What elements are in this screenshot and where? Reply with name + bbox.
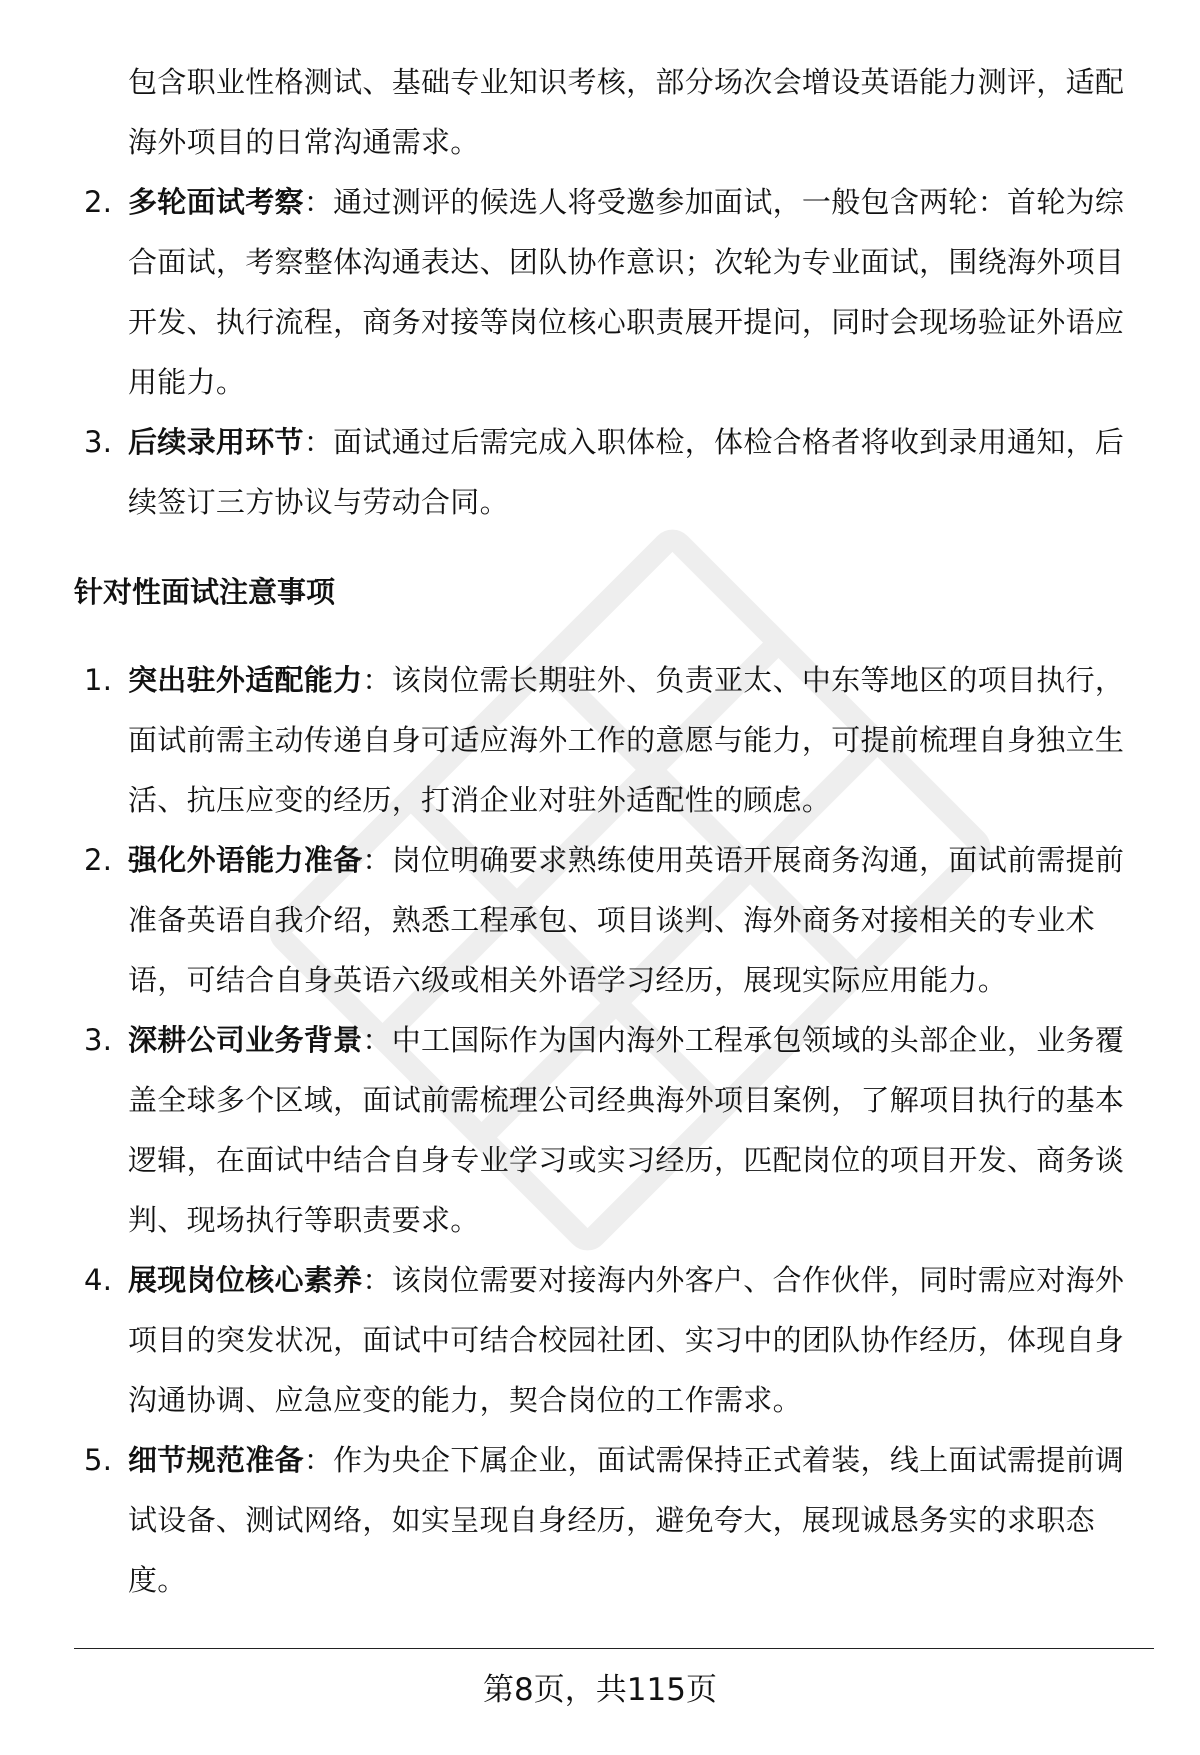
item-text: ：该岗位需长期驻外、负责亚太、中东等地区的项目执行，面试前需主动传递自身可适应海外工作的意愿与能力，可提前梳理自身独立生活、抗压应变的经历，打消企业对驻外适配性的顾虑。 [128,663,1125,817]
tip-item-5 [0,1430,1200,1610]
list-number: 2. [84,843,113,877]
tip-item-1 [0,650,1200,830]
tip-item-4 [0,1250,1200,1430]
list-number: 4. [84,1263,113,1297]
tip-item-3 [0,1010,1200,1250]
item-text: ：通过测评的候选人将受邀参加面试，一般包含两轮：首轮为综合面试，考察整体沟通表达、团队协作意识；次轮为专业面试，围绕海外项目开发、执行流程，商务对接等岗位核心职责展开提问，同时会现场验证外语应用能力。 [128,185,1125,399]
item-term: 强化外语能力准备 [128,843,363,877]
item-text: ：中工国际作为国内海外工程承包领域的头部企业，业务覆盖全球多个区域，面试前需梳理公司经典海外项目案例，了解项目执行的基本逻辑，在面试中结合自身专业学习或实习经历，匹配岗位的项目开发、商务谈判、现场执行等职责要求。 [128,1023,1125,1237]
item-text: ：面试通过后需完成入职体检，体检合格者将收到录用通知，后续签订三方协议与劳动合同。 [128,425,1125,519]
item-term: 多轮面试考察 [128,185,304,219]
continuation-paragraph: 包含职业性格测试、基础专业知识考核，部分场次会增设英语能力测评，适配海外项目的日常沟通需求。 [128,65,1125,159]
process-item-2 [0,172,1200,412]
item-term: 后续录用环节 [128,425,304,459]
document-body [0,52,1200,1610]
process-list [0,172,1200,532]
page-number: 第8页，共115页 [483,1672,717,1708]
item-term: 突出驻外适配能力 [128,663,363,697]
tips-list [0,650,1200,1610]
process-item-3 [0,412,1200,532]
list-number: 3. [84,425,113,459]
list-number: 1. [84,663,113,697]
item-term: 深耕公司业务背景 [128,1023,363,1057]
item-text: ：岗位明确要求熟练使用英语开展商务沟通，面试前需提前准备英语自我介绍，熟悉工程承包、项目谈判、海外商务对接相关的专业术语，可结合自身英语六级或相关外语学习经历，展现实际应用能力。 [128,843,1125,997]
section-heading: 针对性面试注意事项 [74,575,336,609]
list-number: 5. [84,1443,113,1477]
item-text: ：该岗位需要对接海内外客户、合作伙伴，同时需应对海外项目的突发状况，面试中可结合校园社团、实习中的团队协作经历，体现自身沟通协调、应急应变的能力，契合岗位的工作需求。 [128,1263,1125,1417]
list-number: 2. [84,185,113,219]
item-term: 展现岗位核心素养 [128,1263,363,1297]
footer-divider [74,1648,1154,1649]
tip-item-2 [0,830,1200,1010]
list-number: 3. [84,1023,113,1057]
item-text: ：作为央企下属企业，面试需保持正式着装，线上面试需提前调试设备、测试网络，如实呈现自身经历，避免夸大，展现诚恳务实的求职态度。 [128,1443,1125,1597]
item-term: 细节规范准备 [128,1443,304,1477]
